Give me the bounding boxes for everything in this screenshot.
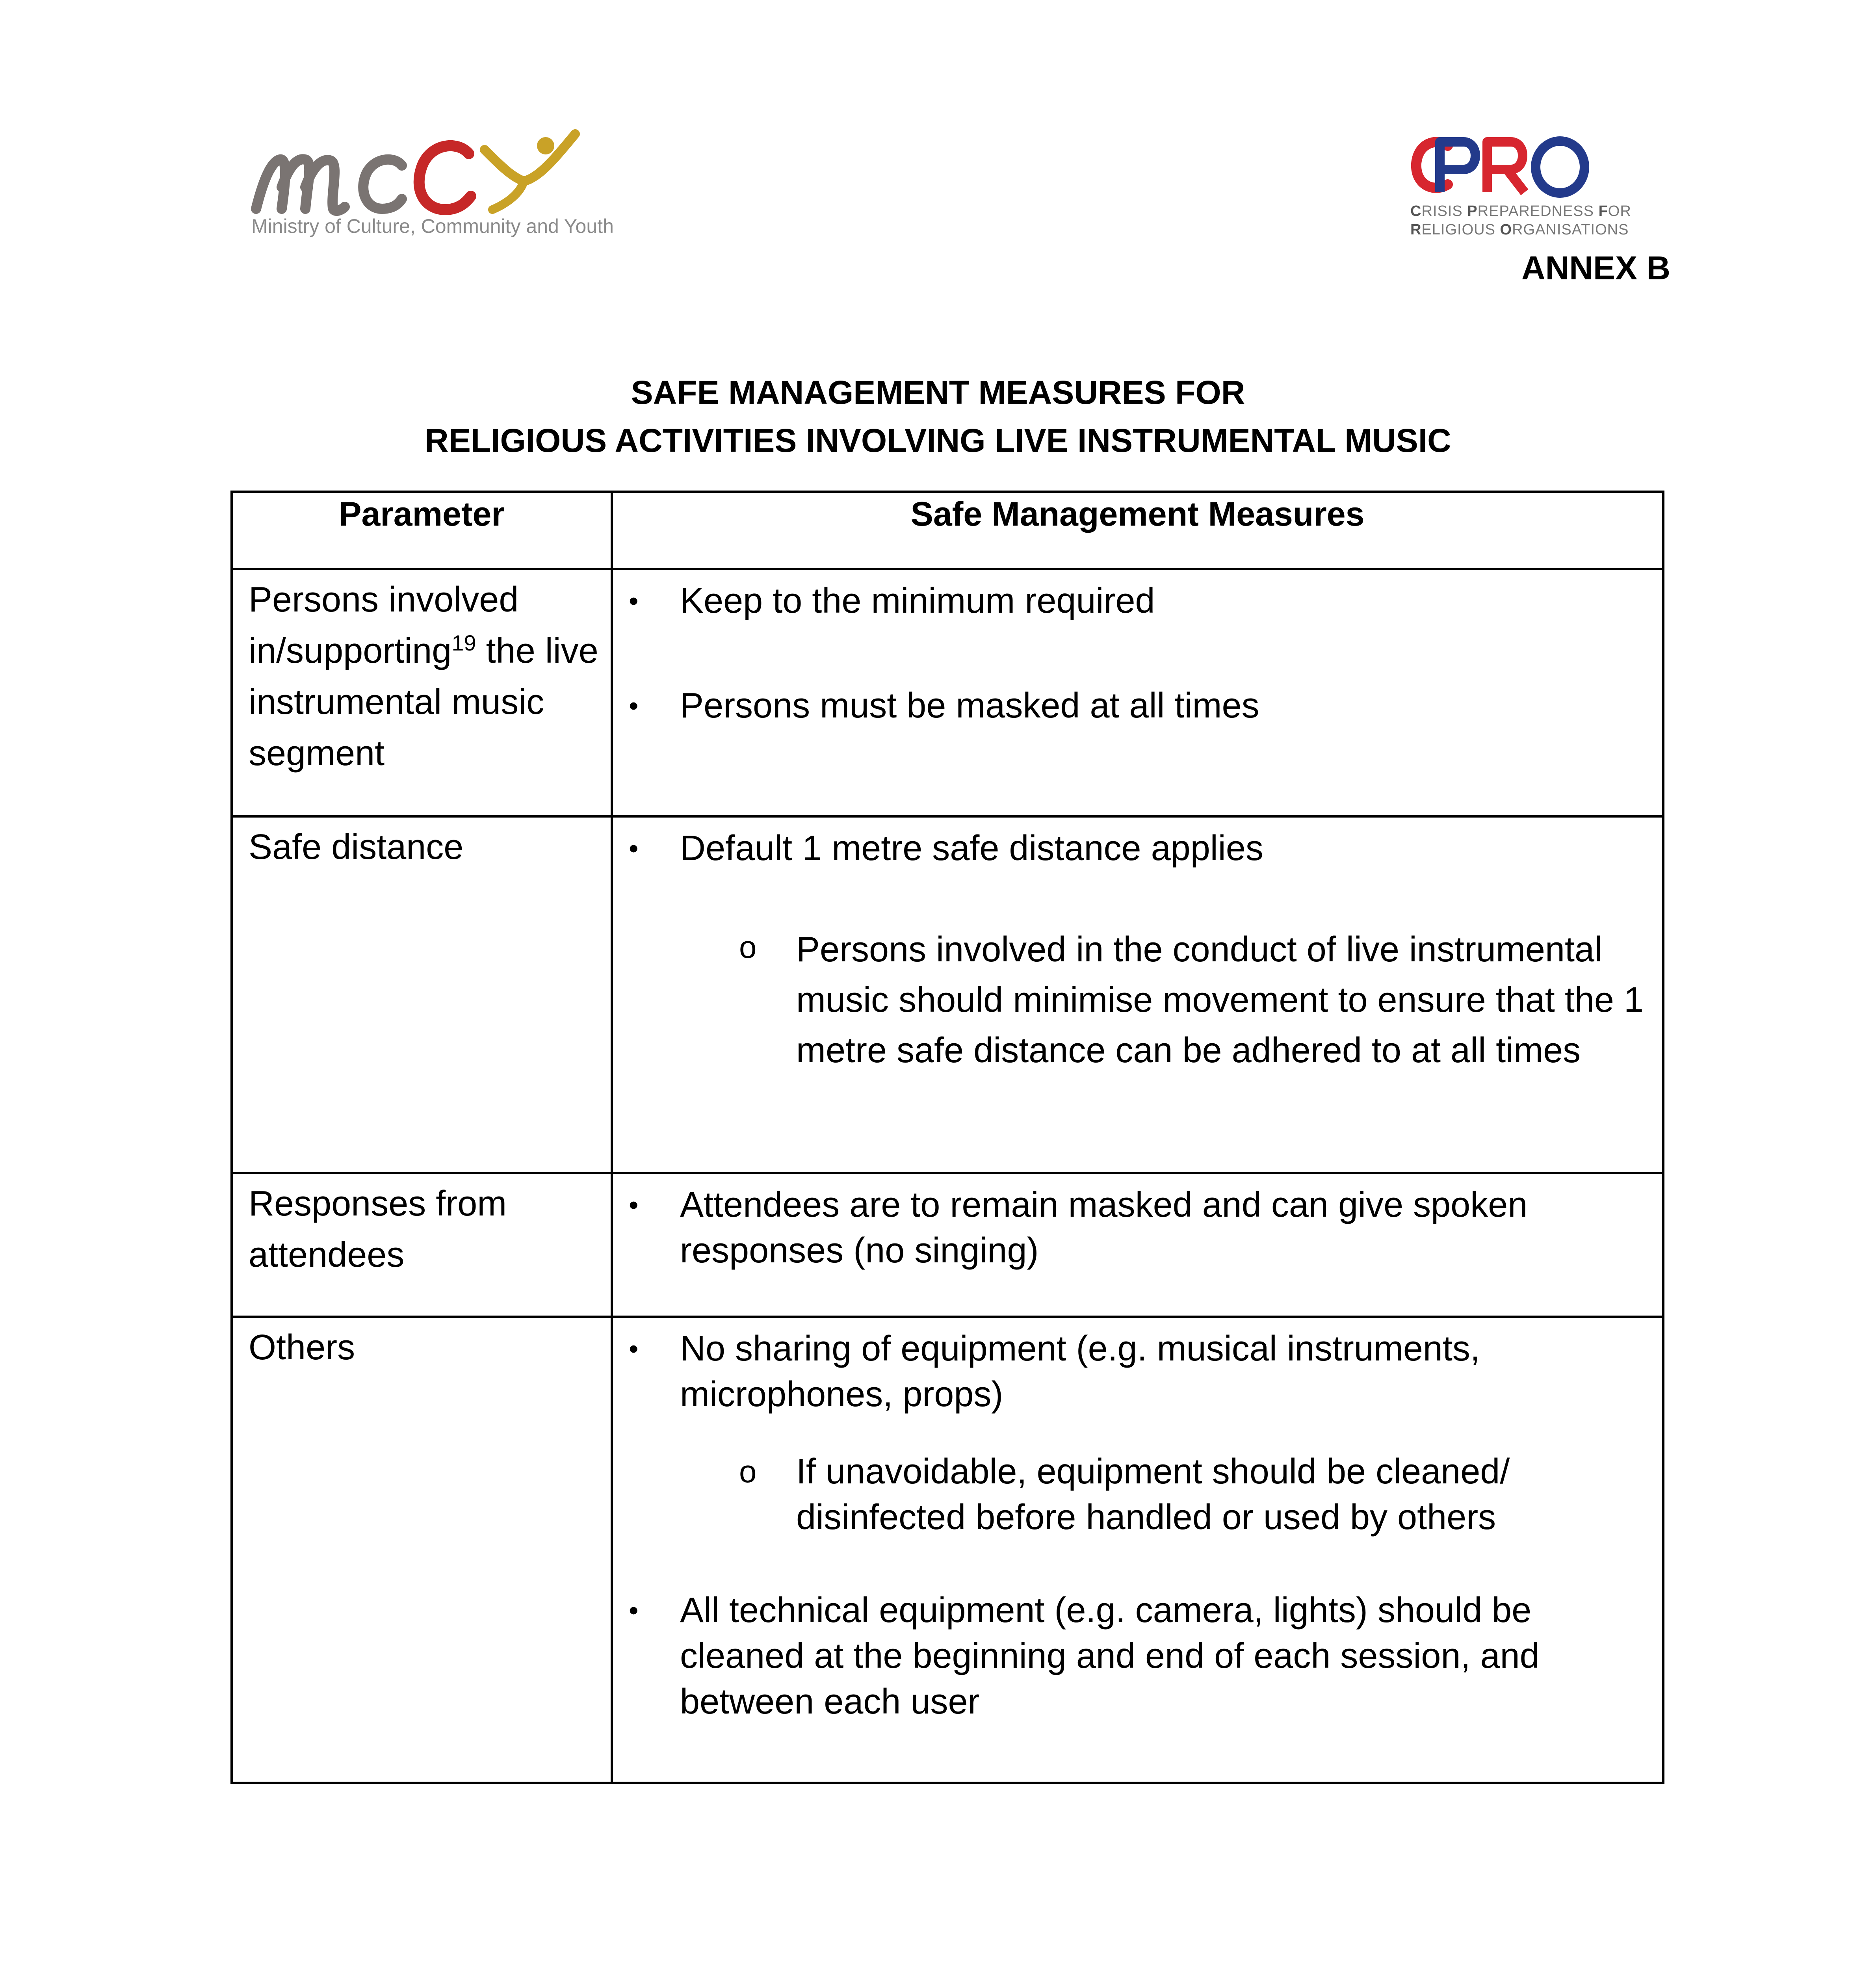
title-line-2: RELIGIOUS ACTIVITIES INVOLVING LIVE INSTRUMENTAL MUSIC — [425, 422, 1451, 459]
bullet-icon: • — [629, 690, 639, 721]
safe-management-table — [230, 491, 1664, 1784]
table-row — [232, 569, 1663, 816]
list-item: • Keep to the minimum required — [625, 578, 1646, 624]
document-title — [0, 368, 1876, 465]
sub-bullet-icon: o — [739, 929, 757, 965]
mccy-wordmark-graphic — [248, 118, 634, 217]
mccy-logo-caption: Ministry of Culture, Community and Youth — [251, 215, 614, 237]
list-item: • Attendees are to remain masked and can give spoken responses (no singing) — [625, 1182, 1646, 1273]
measures-cell — [612, 816, 1663, 1173]
parameter-cell: Safe distance — [232, 816, 612, 1173]
parameter-cell: Responses from attendees — [232, 1173, 612, 1317]
list-item: • All technical equipment (e.g. camera, lights) should be cleaned at the beginning and end of each session, and between each user — [625, 1587, 1646, 1725]
measures-cell — [612, 569, 1663, 816]
bullet-icon: • — [629, 585, 639, 616]
table-row — [232, 1317, 1663, 1783]
sub-list-item: o If unavoidable, equipment should be cleaned/ disinfected before handled or used by others — [739, 1449, 1646, 1540]
bullet-icon: • — [629, 833, 639, 864]
list-item: • Persons must be masked at all times — [625, 683, 1646, 729]
parameter-cell: Persons involved in/supporting$^{19}$ the live instrumental music segment — [232, 569, 612, 816]
annex-label: ANNEX B — [1521, 249, 1670, 286]
parameter-cell: Others — [232, 1317, 612, 1783]
list-item: • No sharing of equipment (e.g. musical instruments, microphones, props) — [625, 1326, 1646, 1417]
title-line-1: SAFE MANAGEMENT MEASURES FOR — [631, 374, 1245, 411]
header-parameter: Parameter — [232, 492, 612, 569]
mccy-logo — [248, 118, 634, 244]
cpro-tagline-line-1: CRISIS PREPAREDNESS FOR — [1410, 203, 1631, 219]
footnote-ref: 19 — [451, 630, 476, 655]
header-measures: Safe Management Measures — [612, 492, 1663, 569]
table-row — [232, 1173, 1663, 1317]
table-header-row — [232, 492, 1663, 569]
measures-cell — [612, 1317, 1663, 1783]
list-item: • Default 1 metre safe distance applies — [625, 825, 1646, 871]
sub-list-item: o Persons involved in the conduct of live instrumental music should minimise movement to ensure that the 1 metre safe distance can be adhered to at all times — [739, 924, 1646, 1076]
table-row — [232, 816, 1663, 1173]
cpro-tagline-line-2: RELIGIOUS ORGANISATIONS — [1410, 221, 1629, 238]
measures-cell — [612, 1173, 1663, 1317]
bullet-icon: • — [629, 1595, 639, 1626]
bullet-icon: • — [629, 1189, 639, 1220]
bullet-icon: • — [629, 1333, 639, 1364]
cpro-wordmark-graphic — [1410, 130, 1592, 201]
cpro-logo — [1410, 130, 1670, 248]
sub-bullet-icon: o — [739, 1454, 757, 1489]
